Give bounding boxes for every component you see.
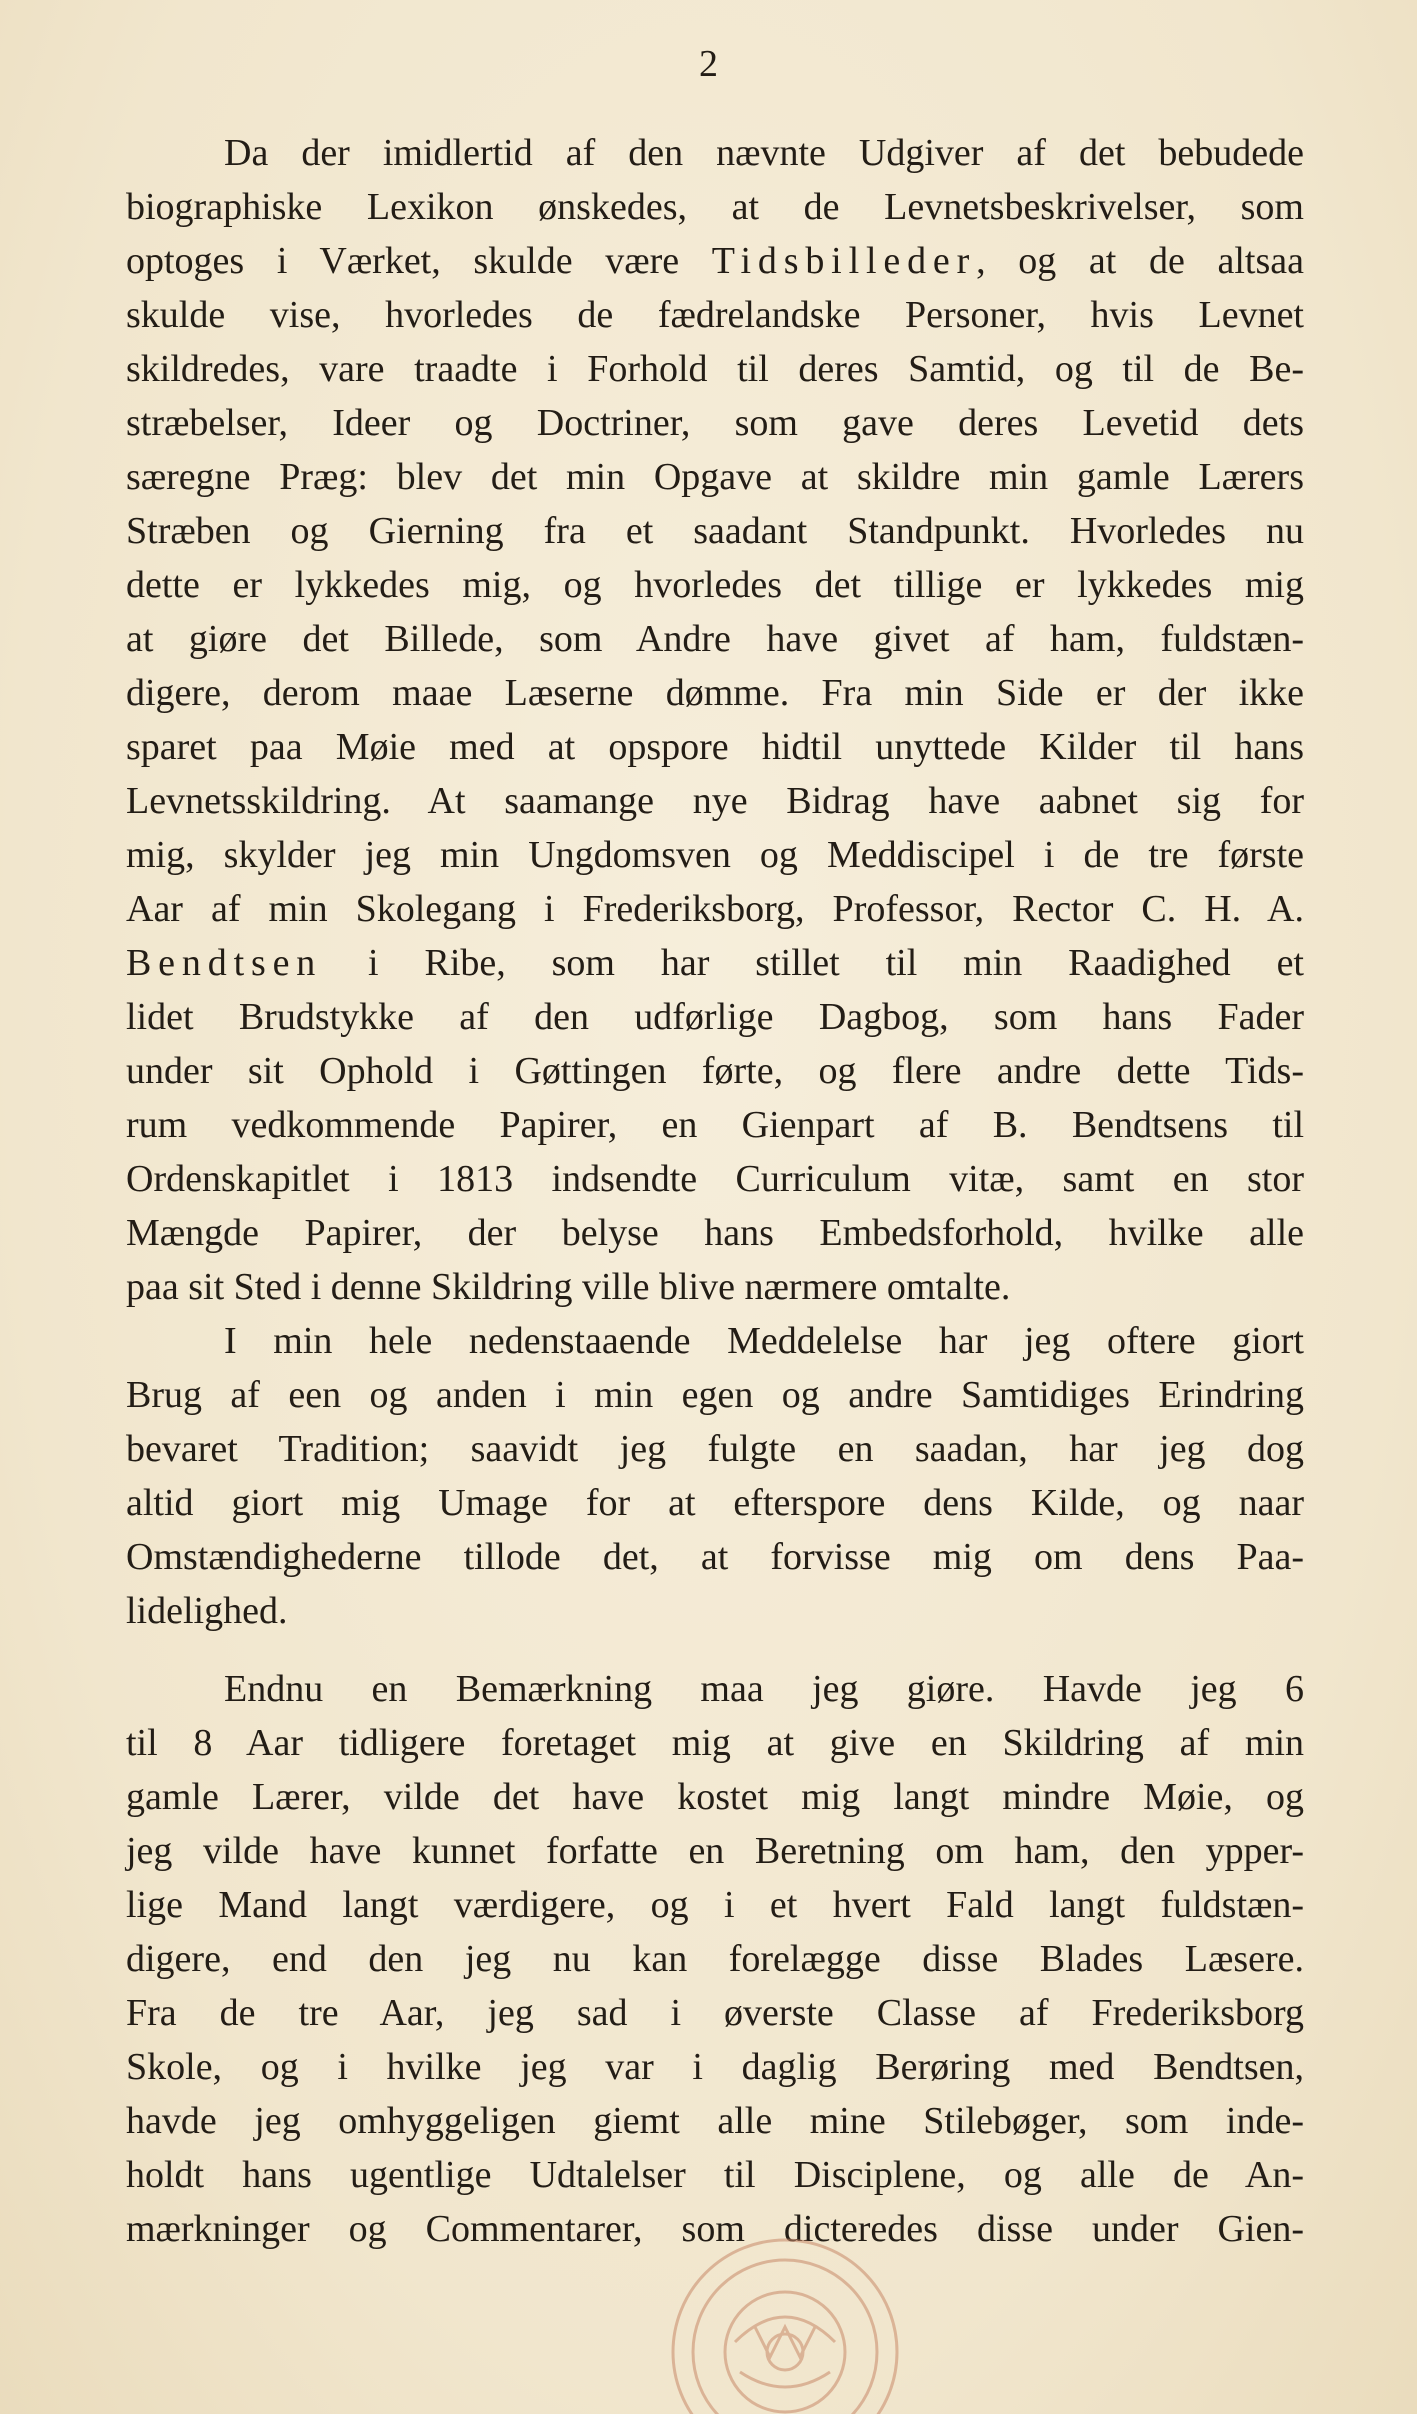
spaced-emphasis: Bendtsen: [126, 942, 323, 984]
text-line: altid giort mig Umage for at efterspore dens Kilde, og naar: [126, 1482, 1304, 1524]
text-line: lidelighed.: [126, 1590, 288, 1632]
text-line: skulde vise, hvorledes de fædrelandske Personer, hvis Levnet: [126, 294, 1304, 336]
text-line: Stræben og Gierning fra et saadant Standpunkt. Hvorledes nu: [126, 510, 1304, 552]
text-line: under sit Ophold i Gøttingen førte, og flere andre dette Tids-: [126, 1050, 1304, 1092]
text-line: [126, 234, 1304, 288]
text-line: Aar af min Skolegang i Frederiksborg, Professor, Rector C. H. A.: [126, 888, 1304, 930]
text-line: lidet Brudstykke af den udførlige Dagbog, som hans Fader: [126, 996, 1304, 1038]
text-line: dette er lykkedes mig, og hvorledes det tillige er lykkedes mig: [126, 564, 1304, 606]
spaced-emphasis: Tidsbilleder: [711, 240, 977, 282]
text-line: biographiske Lexikon ønskedes, at de Levnetsbeskrivelser, som: [126, 186, 1304, 228]
text-line: Ordenskapitlet i 1813 indsendte Curriculum vitæ, samt en stor: [126, 1158, 1304, 1200]
text-line: Levnetsskildring. At saamange nye Bidrag have aabnet sig for: [126, 780, 1304, 822]
text-line: at giøre det Billede, som Andre have givet af ham, fuldstæn-: [126, 618, 1304, 660]
text-line: paa sit Sted i denne Skildring ville blive nærmere omtalte.: [126, 1266, 1011, 1308]
text-line: mærkninger og Commentarer, som dicteredes disse under Gien-: [126, 2208, 1304, 2250]
text-line: [126, 936, 1304, 990]
text-line: Skole, og i hvilke jeg var i daglig Berøring med Bendtsen,: [126, 2046, 1304, 2088]
text-line: stræbelser, Ideer og Doctriner, som gave deres Levetid dets: [126, 402, 1304, 444]
text-line: rum vedkommende Papirer, en Gienpart af B. Bendtsens til: [126, 1104, 1304, 1146]
line-segment: , og at de altsaa: [976, 240, 1304, 282]
text-line: havde jeg omhyggeligen giemt alle mine Stilebøger, som inde-: [126, 2100, 1304, 2142]
text-line: sparet paa Møie med at opspore hidtil unyttede Kilder til hans: [126, 726, 1304, 768]
text-line: I min hele nedenstaaende Meddelelse har jeg oftere giort: [224, 1320, 1304, 1362]
text-line: bevaret Tradition; saavidt jeg fulgte en saadan, har jeg dog: [126, 1428, 1304, 1470]
page-number: 2: [699, 43, 718, 85]
text-line: Brug af een og anden i min egen og andre Samtidiges Erindring: [126, 1374, 1304, 1416]
text-line: Omstændighederne tillode det, at forvisse mig om dens Paa-: [126, 1536, 1304, 1578]
text-line: til 8 Aar tidligere foretaget mig at give en Skildring af min: [126, 1722, 1304, 1764]
text-line: holdt hans ugentlige Udtalelser til Disciplene, og alle de An-: [126, 2154, 1304, 2196]
text-line: særegne Præg: blev det min Opgave at skildre min gamle Lærers: [126, 456, 1304, 498]
line-segment: i Ribe, som har stillet til min Raadighed et: [322, 942, 1304, 984]
text-line: gamle Lærer, vilde det have kostet mig langt mindre Møie, og: [126, 1776, 1304, 1818]
text-line: lige Mand langt værdigere, og i et hvert Fald langt fuldstæn-: [126, 1884, 1304, 1926]
text-line: skildredes, vare traadte i Forhold til deres Samtid, og til de Be-: [126, 348, 1304, 390]
text-line: digere, end den jeg nu kan forelægge disse Blades Læsere.: [126, 1938, 1304, 1980]
body-text: [126, 126, 1304, 2256]
text-line: digere, derom maae Læserne dømme. Fra min Side er der ikke: [126, 672, 1304, 714]
line-segment: optoges i Værket, skulde være: [126, 240, 712, 282]
library-stamp: [635, 2232, 935, 2414]
text-line: Mængde Papirer, der belyse hans Embedsforhold, hvilke alle: [126, 1212, 1304, 1254]
text-line: Endnu en Bemærkning maa jeg giøre. Havde jeg 6: [224, 1668, 1304, 1710]
text-line: mig, skylder jeg min Ungdomsven og Meddiscipel i de tre første: [126, 834, 1304, 876]
text-line: Fra de tre Aar, jeg sad i øverste Classe af Frederiksborg: [126, 1992, 1304, 2034]
text-line: jeg vilde have kunnet forfatte en Beretning om ham, den ypper-: [126, 1830, 1304, 1872]
text-line: Da der imidlertid af den nævnte Udgiver af det bebudede: [224, 132, 1304, 174]
